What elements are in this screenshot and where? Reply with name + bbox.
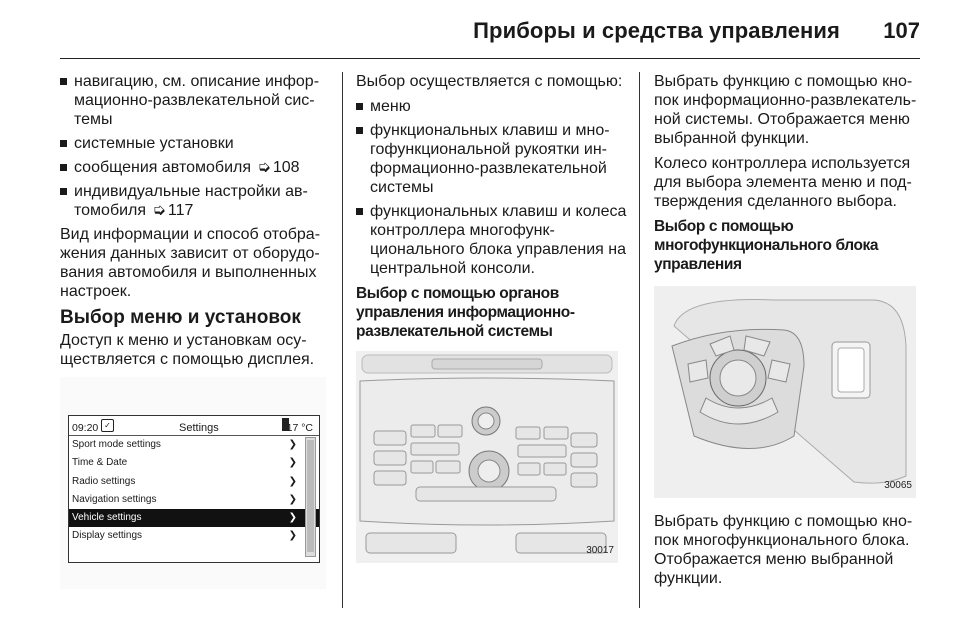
infotainment-panel-illustration — [356, 351, 618, 563]
menu-item-label: Time & Date — [72, 457, 128, 469]
paragraph: Выбрать функцию с помощью кнопок многофункционального блока. Отображается меню выбранной функции. — [654, 513, 913, 587]
settings-menu-item[interactable] — [69, 527, 319, 545]
settings-menu-item[interactable] — [69, 491, 319, 509]
paragraph: Выбрать функцию с помощью кнопок информационно-развлекательной системы. Отображается меню выбранной функции. — [654, 73, 917, 147]
bullet-text: системные установки — [74, 135, 234, 152]
column-divider — [342, 72, 343, 608]
bullet-item — [60, 134, 328, 153]
bullet-text: сообщения автомобиля — [74, 159, 251, 176]
scrollbar[interactable] — [305, 437, 316, 557]
display-title: Settings — [179, 422, 219, 434]
chevron-right-icon: ❯ — [288, 530, 297, 542]
paragraph: Доступ к меню и установкам осуществляется с помощью дисплея. — [60, 332, 315, 368]
settings-display — [68, 415, 320, 563]
menu-item-label: Sport mode settings — [72, 439, 161, 450]
column-2 — [356, 72, 628, 563]
bullet-text: навигацию, см. описание информационно-развлекательной системы — [74, 73, 320, 128]
menu-item-label: Radio settings — [72, 475, 136, 487]
paragraph: Колесо контроллера используется для выбора элемента меню и подтверждения сделанного выбора. — [654, 155, 912, 210]
bullet-text: меню — [370, 98, 411, 115]
chevron-right-icon: ❯ — [288, 493, 297, 505]
bullet-item — [356, 121, 628, 197]
settings-screen-illustration — [60, 377, 326, 589]
controller-illustration — [654, 286, 916, 498]
menu-item-label: Vehicle settings — [72, 512, 142, 524]
bullet-item — [60, 72, 328, 129]
chevron-right-icon: ❯ — [288, 457, 297, 469]
controller-drawing — [654, 286, 916, 498]
chevron-right-icon: ❯ — [288, 475, 297, 487]
page-number: 107 — [883, 18, 920, 43]
bullet-item — [60, 158, 328, 177]
paragraph: Вид информации и способ отображения данных зависит от оборудования автомобиля и выполненных настроек. — [60, 226, 321, 300]
page-header — [0, 0, 960, 62]
column-3 — [654, 72, 922, 594]
settings-menu-item[interactable] — [69, 473, 319, 491]
page-ref-arrow-icon: ➭ — [257, 159, 271, 176]
settings-menu-item-selected[interactable] — [69, 509, 319, 527]
settings-menu-item[interactable] — [69, 436, 319, 454]
bullet-item — [356, 202, 628, 278]
image-reference-number: 30017 — [586, 545, 614, 556]
paragraph: Выбор осуществляется с помощью: — [356, 73, 623, 90]
image-reference-number: 30065 — [884, 480, 912, 491]
subsection-heading: Выбор с помощью многофункционального блока управления — [654, 218, 879, 273]
page-ref-link[interactable]: 117 — [167, 202, 194, 219]
bullet-text: индивидуальные настройки автомобиля — [74, 183, 308, 219]
bullet-text: функциональных клавиш и колеса контроллера многофункционального блока управления на центральной консоли. — [370, 203, 627, 277]
column-1 — [60, 72, 328, 589]
subsection-heading: Выбор с помощью органов управления информационно-развлекательной системы — [356, 285, 575, 340]
chevron-right-icon: ❯ — [288, 439, 297, 450]
infotainment-panel-drawing — [356, 351, 618, 563]
menu-item-label: Navigation settings — [72, 493, 157, 505]
display-status-bar — [69, 416, 319, 436]
bullet-item — [60, 182, 328, 220]
header-rule — [60, 58, 920, 59]
page-ref-arrow-icon: ➭ — [152, 202, 166, 219]
section-heading: Выбор меню и установок — [60, 307, 301, 328]
check-icon: ✓ — [101, 419, 114, 432]
display-time: 09:20 — [72, 422, 99, 434]
chevron-right-icon: ❯ — [288, 512, 297, 524]
bullet-text: функциональных клавиш и многофункциональной рукоятки информационно-развлекательной системы — [370, 122, 610, 196]
settings-menu-item[interactable] — [69, 454, 319, 472]
menu-item-label: Display settings — [72, 530, 143, 542]
page-title: Приборы и средства управления — [473, 18, 840, 43]
bullet-item — [356, 97, 628, 116]
page-ref-link[interactable]: 108 — [272, 159, 300, 176]
display-temperature: 17 °C — [286, 422, 313, 434]
scrollbar-thumb[interactable] — [307, 440, 314, 552]
column-divider — [639, 72, 640, 608]
